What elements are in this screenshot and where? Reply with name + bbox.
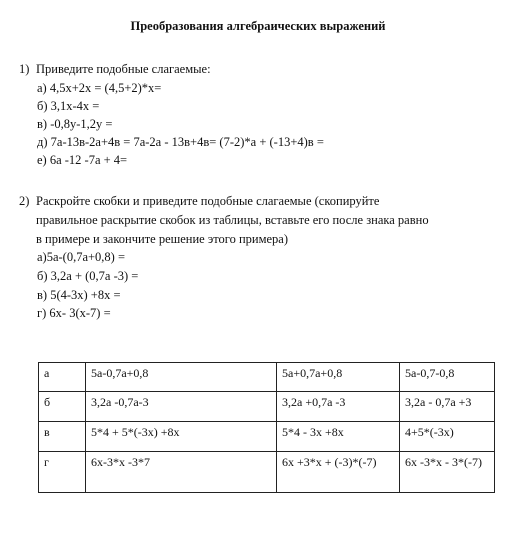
table-cell-option-3: 6х -3*х - 3*(-7)	[400, 452, 495, 493]
section2-item-a: а)5а-(0,7а+0,8) =	[37, 250, 126, 264]
section2-item-g: г) 6х- 3(х-7) =	[37, 306, 111, 320]
table-cell-option-3: 3,2а - 0,7а +3	[400, 392, 495, 422]
section2-item-v: в) 5(4-3х) +8х =	[37, 288, 121, 302]
table-row	[39, 392, 495, 422]
table-row	[39, 452, 495, 493]
table-cell-option-3: 5а-0,7-0,8	[400, 363, 495, 392]
table-row	[39, 422, 495, 452]
section1-heading: Приведите подобные слагаемые:	[36, 62, 211, 76]
table-cell-option-2: 3,2а +0,7а -3	[277, 392, 400, 422]
section1-item-e: е) 6а -12 -7а + 4=	[37, 153, 128, 167]
section1-item-d: д) 7а-13в-2а+4в = 7а-2а - 13в+4в= (7-2)*а + (-13+4)в =	[37, 135, 324, 149]
section1-number: 1)	[19, 62, 30, 76]
page-title: Преобразования алгебраических выражений	[130, 19, 386, 33]
table-cell-option-1: 3,2а -0,7а-3	[86, 392, 277, 422]
section1-item-v: в) -0,8у-1,2у =	[37, 117, 113, 131]
table-cell-letter: а	[39, 363, 86, 392]
table-cell-option-2: 5а+0,7а+0,8	[277, 363, 400, 392]
table-cell-letter: в	[39, 422, 86, 452]
table-cell-option-1: 5а-0,7а+0,8	[86, 363, 277, 392]
answer-options-table	[38, 362, 495, 493]
section1-item-a: а) 4,5х+2х = (4,5+2)*х=	[37, 81, 162, 95]
section1-item-b: б) 3,1х-4х =	[37, 99, 100, 113]
table-cell-option-3: 4+5*(-3х)	[400, 422, 495, 452]
section2-heading-line-2: правильное раскрытие скобок из таблицы, вставьте его после знака равно	[36, 213, 429, 227]
table-cell-option-2: 6х +3*х + (-3)*(-7)	[277, 452, 400, 493]
table-cell-option-2: 5*4 - 3х +8х	[277, 422, 400, 452]
table-cell-option-1: 5*4 + 5*(-3х) +8х	[86, 422, 277, 452]
section2-item-b: б) 3,2а + (0,7а -3) =	[37, 269, 139, 283]
section2-number: 2)	[19, 194, 30, 208]
section2-heading-line-3: в примере и закончите решение этого примера)	[36, 232, 289, 246]
table-cell-letter: г	[39, 452, 86, 493]
section2-heading-line-1: Раскройте скобки и приведите подобные слагаемые (скопируйте	[36, 194, 380, 208]
table-row	[39, 363, 495, 392]
table-cell-option-1: 6х-3*х -3*7	[86, 452, 277, 493]
table-cell-letter: б	[39, 392, 86, 422]
